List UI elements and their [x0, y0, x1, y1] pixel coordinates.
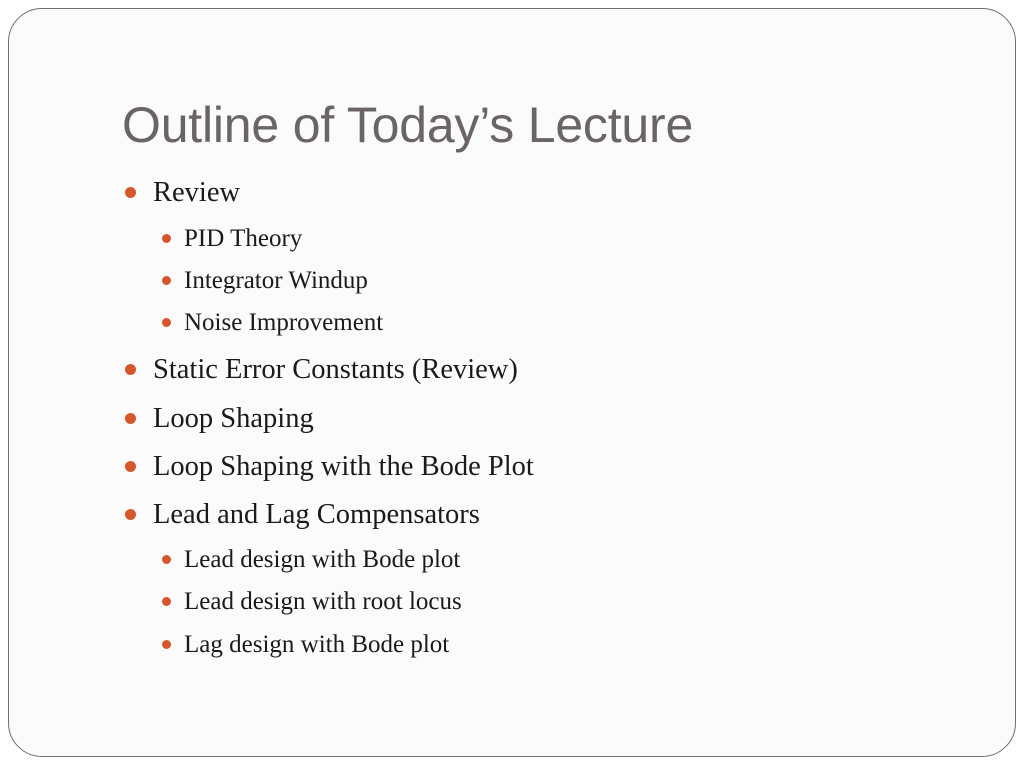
sub-bullet-item-lead-bode — [184, 545, 460, 575]
sub-bullet-label: Lag design with Bode plot — [184, 631, 450, 658]
sub-bullet-dot-icon — [162, 555, 171, 564]
bullet-label: Lead and Lag Compensators — [153, 499, 480, 530]
sub-bullet-item-integrator-windup — [184, 266, 368, 296]
sub-bullet-dot-icon — [162, 318, 171, 327]
bullet-dot-icon — [125, 187, 136, 198]
sub-bullet-label: Noise Improvement — [184, 309, 384, 336]
slide-title: Outline of Today’s Lecture — [122, 97, 694, 153]
bullet-item-review — [153, 176, 240, 210]
sub-bullet-dot-icon — [162, 276, 171, 285]
bullet-item-loop-shaping — [153, 402, 314, 436]
bullet-label: Review — [153, 177, 241, 208]
bullet-label: Loop Shaping — [153, 403, 314, 434]
bullet-label: Static Error Constants (Review) — [153, 354, 518, 385]
bullet-label: Loop Shaping with the Bode Plot — [153, 451, 534, 482]
slide-frame — [8, 8, 1016, 757]
sub-bullet-label: Integrator Windup — [184, 267, 368, 294]
sub-bullet-label: Lead design with Bode plot — [184, 546, 461, 573]
sub-bullet-item-lag-bode — [184, 630, 449, 660]
sub-bullet-dot-icon — [162, 640, 171, 649]
bullet-item-loop-shaping-bode — [153, 450, 534, 484]
bullet-dot-icon — [125, 509, 136, 520]
sub-bullet-item-lead-root-locus — [184, 587, 462, 617]
bullet-item-static-error-constants — [153, 353, 518, 387]
bullet-dot-icon — [125, 413, 136, 424]
bullet-list — [9, 9, 1024, 777]
sub-bullet-dot-icon — [162, 234, 171, 243]
sub-bullet-item-pid-theory — [184, 224, 302, 254]
sub-bullet-item-noise-improvement — [184, 308, 383, 338]
bullet-dot-icon — [125, 364, 136, 375]
sub-bullet-dot-icon — [162, 597, 171, 606]
sub-bullet-label: PID Theory — [184, 225, 303, 252]
bullet-dot-icon — [125, 461, 136, 472]
bullet-item-lead-lag-compensators — [153, 498, 480, 532]
sub-bullet-label: Lead design with root locus — [184, 588, 462, 615]
